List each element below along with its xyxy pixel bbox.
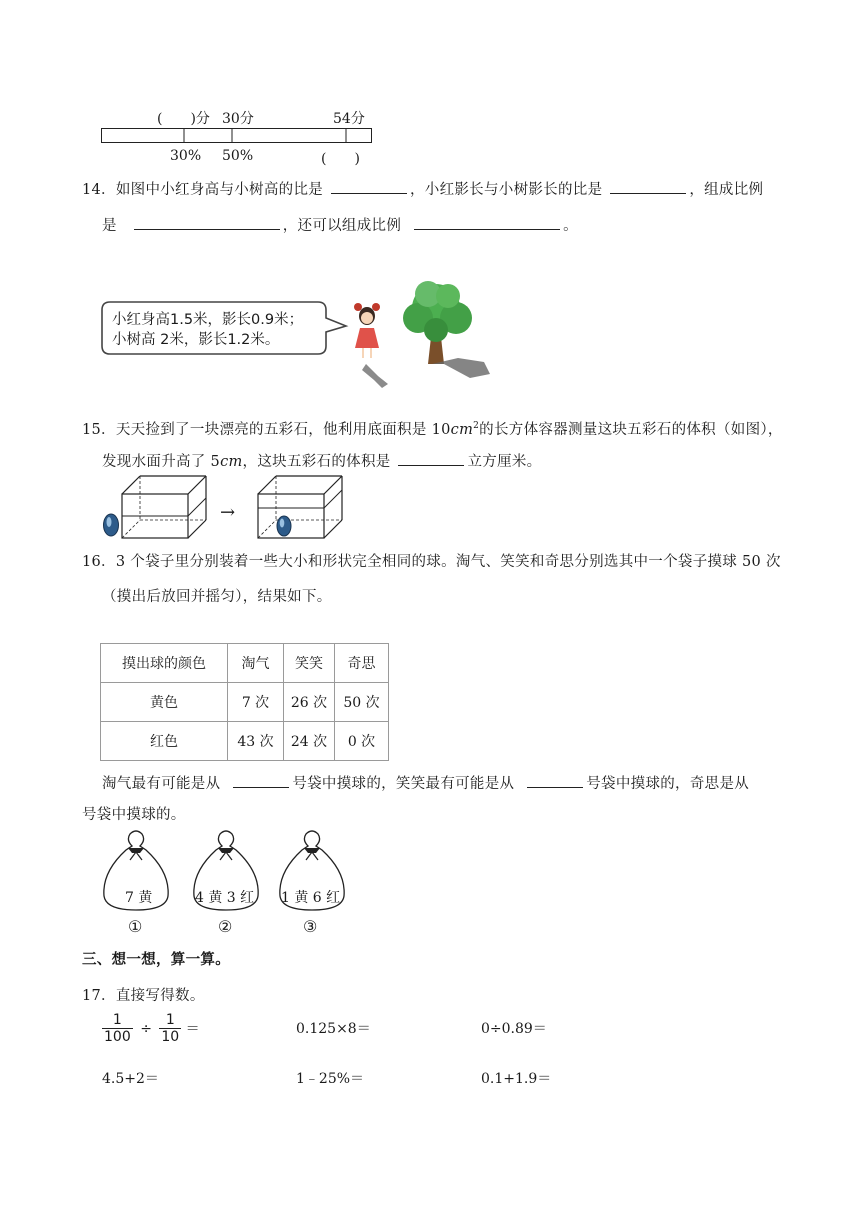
table-cell: 黄色 bbox=[101, 683, 228, 722]
table-header: 奇思 bbox=[335, 644, 389, 683]
q16-answer-text2: 号袋中摸球的，笑笑最有可能是从 bbox=[292, 776, 515, 792]
q14-text1: 如图中小红身高与小树高的比是 bbox=[115, 182, 324, 198]
q16-blank2[interactable] bbox=[527, 775, 583, 788]
q15-rise: 5 bbox=[210, 454, 221, 470]
fraction-1-denominator: 100 bbox=[104, 1029, 131, 1045]
bubble-line1: 小红身高1.5米，影长0.9米； bbox=[112, 312, 304, 328]
q15-line2 bbox=[102, 450, 541, 471]
bar-pct-30: 30% bbox=[170, 148, 202, 164]
q16-line2 bbox=[102, 585, 332, 606]
q16-number: 16． bbox=[82, 554, 116, 570]
q14-text5: ，还可以组成比例 bbox=[282, 218, 402, 234]
table-cell: 50 次 bbox=[335, 683, 389, 722]
bar-pct-50: 50% bbox=[222, 148, 254, 164]
q14-text6: 。 bbox=[563, 218, 578, 234]
q14-blank1[interactable] bbox=[331, 181, 407, 194]
q17-number: 17． bbox=[82, 988, 116, 1004]
stone-icon bbox=[102, 512, 120, 538]
q16-answer-line1 bbox=[102, 772, 749, 793]
bubble-line2: 小树高 2米，影长1.2米。 bbox=[112, 332, 280, 348]
equals-sign: ＝ bbox=[185, 1021, 200, 1038]
q15-line1 bbox=[82, 418, 783, 439]
q16-answer-text3: 号袋中摸球的，奇思是从 bbox=[586, 776, 750, 792]
bar-pct-blank: ( ) bbox=[321, 151, 360, 167]
fraction-2 bbox=[159, 1012, 181, 1045]
section-title: 三、想一想，算一算。 bbox=[82, 951, 230, 968]
q14-text3: ，组成比例 bbox=[689, 182, 764, 198]
arrow-icon: → bbox=[220, 502, 236, 523]
table-cell: 7 次 bbox=[228, 683, 284, 722]
q15-number: 15． bbox=[82, 422, 116, 438]
q15-sup: 2 bbox=[473, 421, 480, 432]
calc-item: 4.5+2＝ bbox=[102, 1071, 159, 1087]
tree-figure bbox=[398, 278, 494, 390]
q16-text1: 3 个袋子里分别装着一些大小和形状完全相同的球。淘气、笑笑和奇思分别选其中一个袋子摸球 50 次 bbox=[115, 554, 781, 570]
q15-unit: cm bbox=[450, 422, 474, 438]
bag-3-number: ③ bbox=[303, 917, 318, 936]
table-cell: 0 次 bbox=[335, 722, 389, 761]
table-header: 淘气 bbox=[228, 644, 284, 683]
table-cell: 红色 bbox=[101, 722, 228, 761]
calc-item: 0÷0.89＝ bbox=[481, 1021, 547, 1037]
bar-label-54: 54分 bbox=[333, 111, 365, 127]
q14-line2 bbox=[102, 214, 578, 235]
table-cell: 26 次 bbox=[284, 683, 335, 722]
bag-1-number: ① bbox=[128, 917, 143, 936]
q14-blank2[interactable] bbox=[610, 181, 686, 194]
fraction-2-numerator: 1 bbox=[165, 1012, 175, 1028]
q15-blank[interactable] bbox=[398, 453, 464, 466]
q16-answer-line2 bbox=[82, 803, 186, 824]
q15-text1: 天天捡到了一块漂亮的五彩石，他利用底面积是 bbox=[115, 422, 427, 438]
container-before bbox=[120, 474, 208, 540]
bar-label-blank: ( )分 bbox=[157, 111, 210, 127]
q15-rise-unit: cm bbox=[220, 454, 243, 470]
bag-2-number: ② bbox=[218, 917, 233, 936]
q16-line1 bbox=[82, 550, 781, 571]
calc-item: 0.125×8＝ bbox=[296, 1021, 371, 1037]
division-sign: ÷ bbox=[140, 1020, 152, 1037]
q17-title: 直接写得数。 bbox=[115, 988, 205, 1004]
table-header: 笑笑 bbox=[284, 644, 335, 683]
q16-blank1[interactable] bbox=[233, 775, 289, 788]
table-row bbox=[101, 722, 389, 761]
fraction-2-denominator: 10 bbox=[161, 1029, 180, 1045]
girl-figure bbox=[348, 300, 398, 392]
bar-label-30: 30分 bbox=[222, 111, 254, 127]
q15-text3: 发现水面升高了 bbox=[102, 454, 206, 470]
table-header-row bbox=[101, 644, 389, 683]
container-after bbox=[256, 474, 344, 540]
bag-2-label: 4 黄 3 红 bbox=[195, 890, 255, 906]
bag-3-label: 1 黄 6 红 bbox=[281, 890, 341, 906]
table-cell: 43 次 bbox=[228, 722, 284, 761]
q16-answer-text1: 淘气最有可能是从 bbox=[102, 776, 221, 792]
q15-text4: ，这块五彩石的体积是 bbox=[242, 454, 391, 470]
calc-item: 0.1+1.9＝ bbox=[481, 1071, 552, 1087]
q14-number: 14． bbox=[82, 182, 116, 198]
table-header: 摸出球的颜色 bbox=[101, 644, 228, 683]
table-row bbox=[101, 683, 389, 722]
q16-answer-text4: 号袋中摸球的。 bbox=[82, 807, 186, 823]
q17-title-line bbox=[82, 984, 205, 1005]
q15-text5: 立方厘米。 bbox=[467, 454, 542, 470]
q14-text2: ，小红影长与小树影长的比是 bbox=[409, 182, 603, 198]
q14-blank4[interactable] bbox=[414, 217, 560, 230]
q14-line1 bbox=[82, 178, 763, 199]
fraction-1-numerator: 1 bbox=[112, 1012, 122, 1028]
fraction-1 bbox=[102, 1012, 133, 1045]
segment-bar bbox=[100, 127, 375, 145]
q16-text2: （摸出后放回并摇匀），结果如下。 bbox=[102, 589, 332, 605]
q15-area: 10 bbox=[431, 422, 451, 438]
q15-text2: 的长方体容器测量这块五彩石的体积（如图）， bbox=[479, 422, 783, 438]
q14-text4: 是 bbox=[102, 218, 117, 234]
calc-frac-division bbox=[102, 1012, 200, 1045]
table-cell: 24 次 bbox=[284, 722, 335, 761]
calc-item: 1﹣25%＝ bbox=[296, 1071, 365, 1087]
bag-1-label: 7 黄 bbox=[125, 890, 153, 906]
result-table bbox=[100, 643, 389, 761]
q14-blank3[interactable] bbox=[134, 217, 280, 230]
